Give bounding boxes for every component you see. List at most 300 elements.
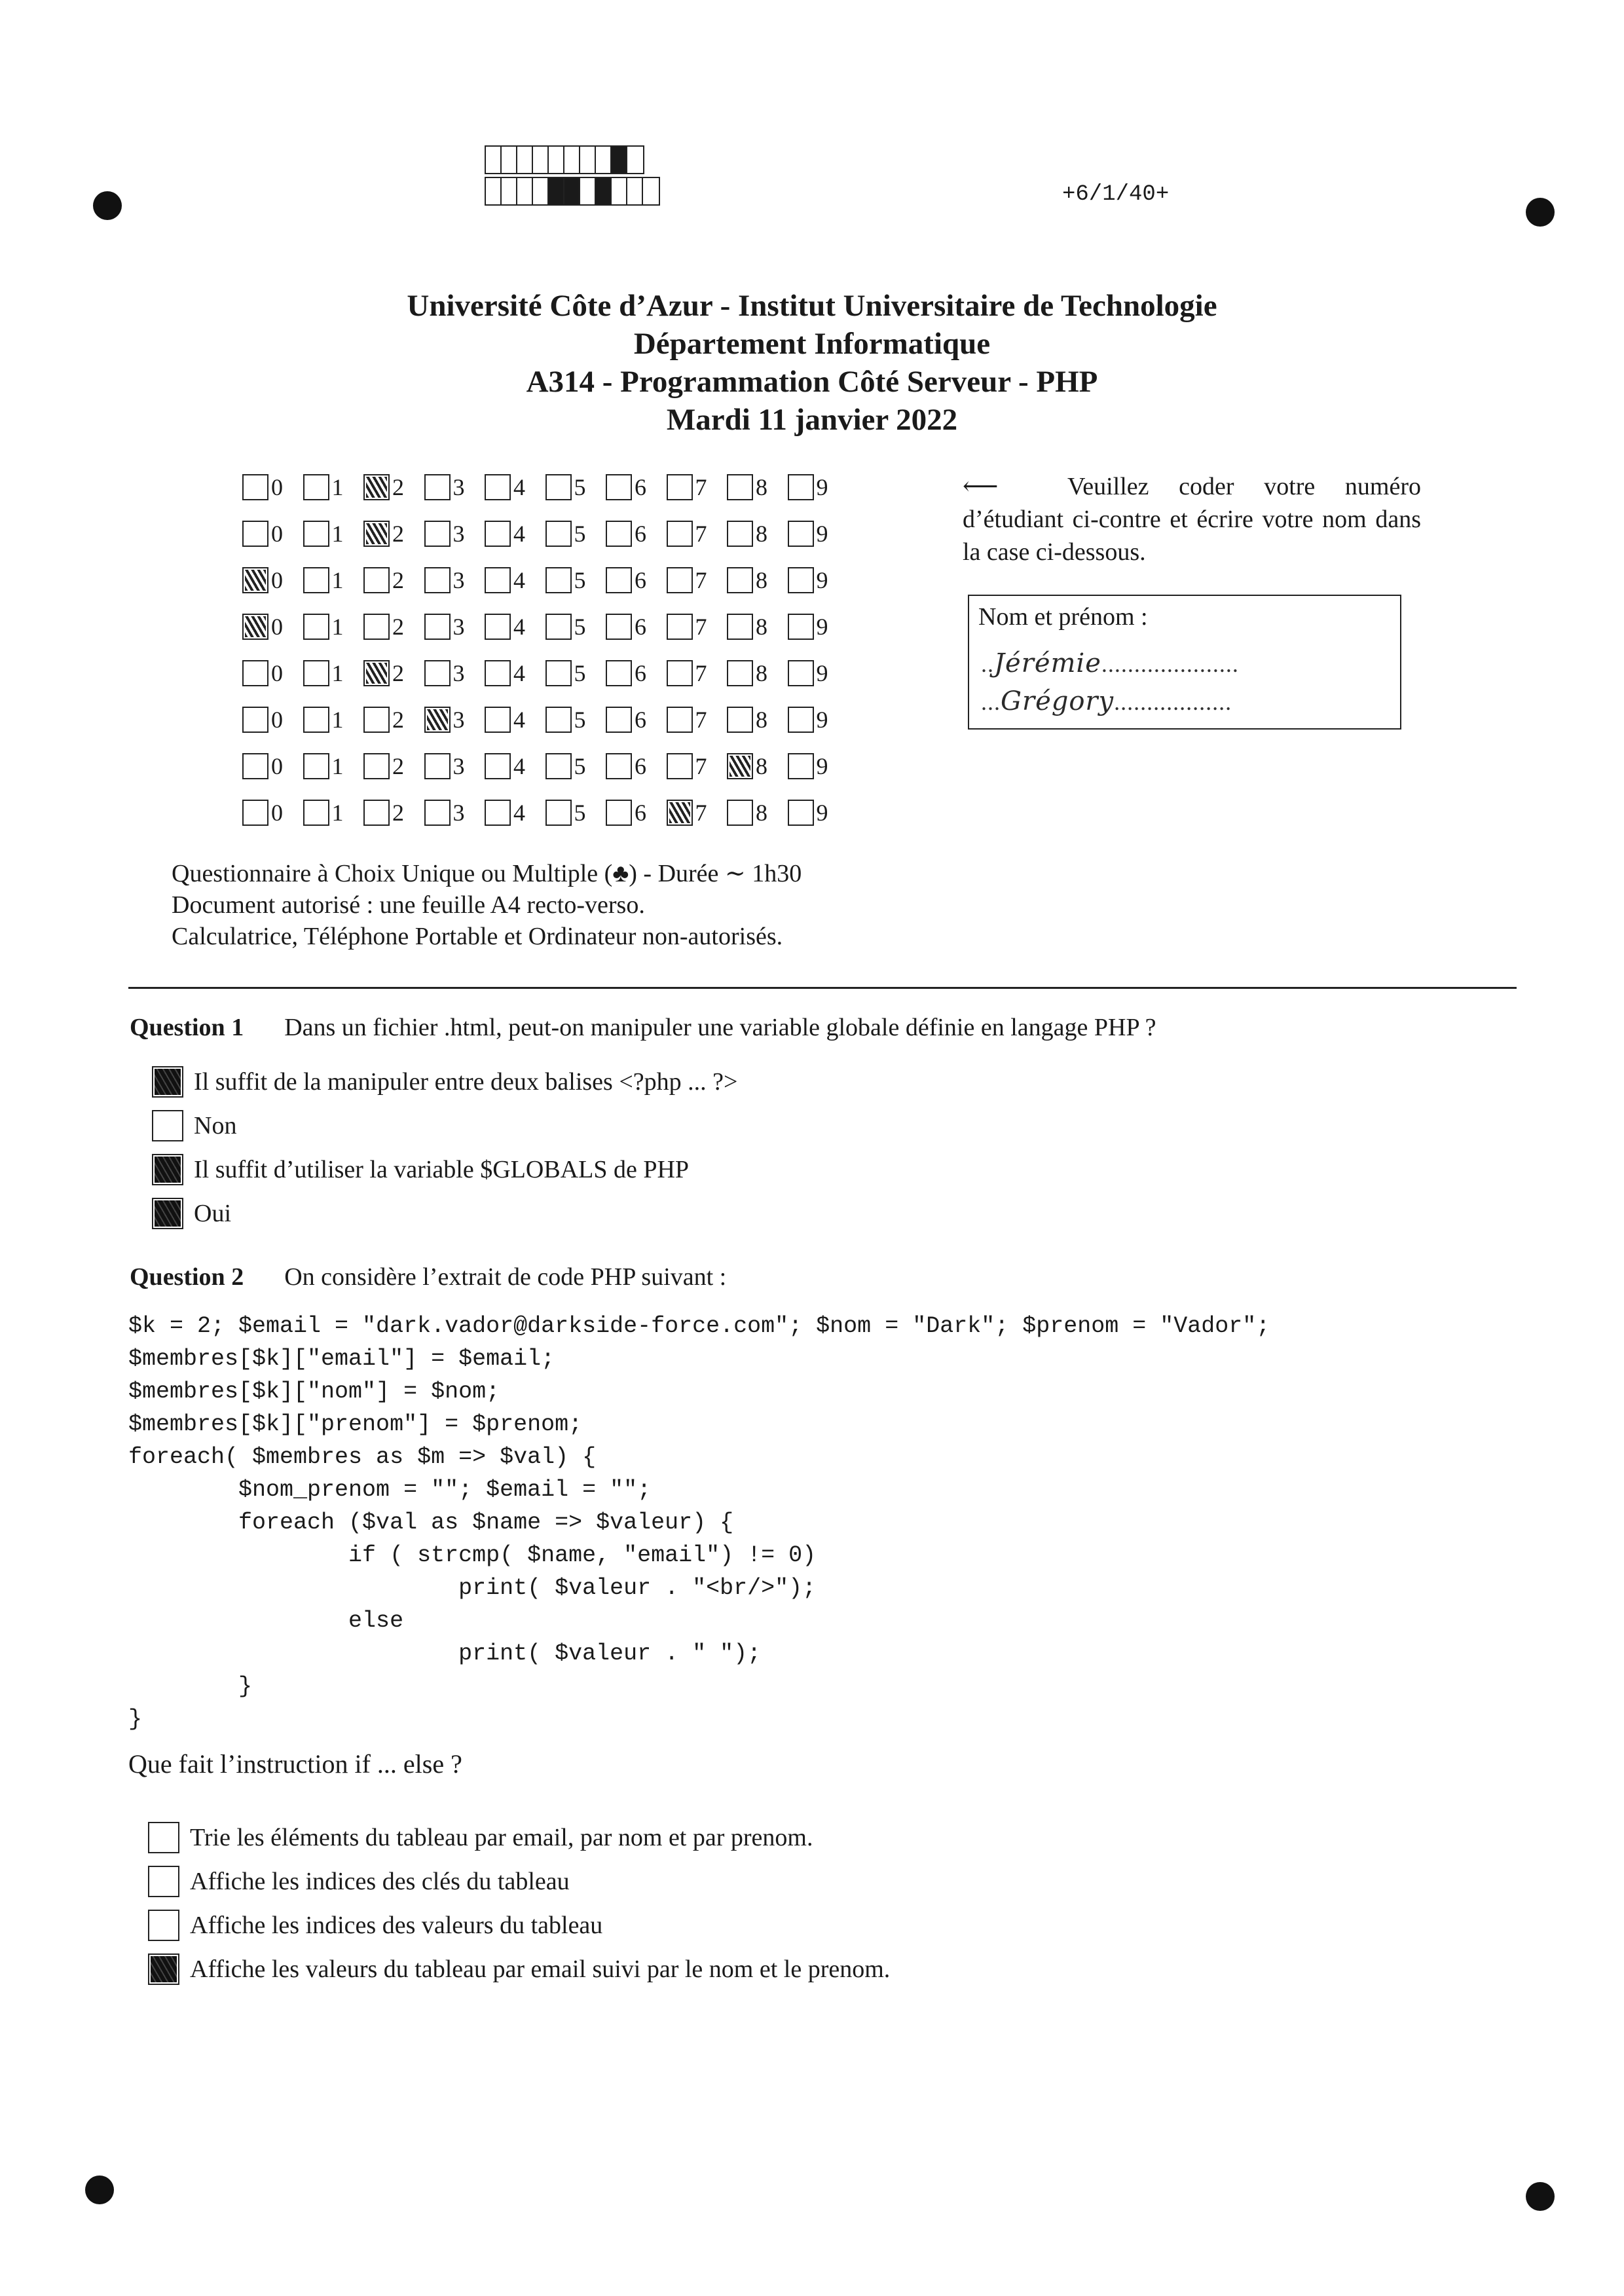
checkbox[interactable]: [667, 567, 693, 593]
student-id-row: [242, 464, 848, 510]
student-id-digit[interactable]: [727, 566, 788, 594]
barcode-cell-filled: [596, 178, 612, 204]
student-id-digit[interactable]: [242, 752, 303, 780]
checkbox[interactable]: [788, 474, 814, 500]
checkbox-marked[interactable]: [152, 1198, 183, 1229]
student-id-digit[interactable]: [303, 613, 364, 640]
digit-label: 1: [331, 799, 344, 826]
registration-dot-bottom-right: [1526, 2182, 1555, 2211]
student-id-digit[interactable]: [485, 659, 545, 687]
checkbox[interactable]: [606, 800, 632, 826]
checkbox[interactable]: [545, 660, 572, 686]
digit-label: 2: [392, 752, 404, 779]
digit-label: 6: [635, 566, 646, 593]
student-id-digit[interactable]: [363, 566, 424, 594]
digit-label: 7: [695, 613, 707, 640]
checkbox[interactable]: [152, 1110, 183, 1141]
student-id-digit[interactable]: [545, 566, 606, 594]
digit-label: 6: [635, 613, 646, 640]
digit-label: 0: [271, 520, 283, 547]
answer-option[interactable]: [148, 1953, 890, 1985]
checkbox[interactable]: [485, 521, 511, 547]
student-id-digit[interactable]: [788, 566, 849, 594]
digit-label: 5: [574, 706, 586, 733]
student-id-digit[interactable]: [606, 613, 667, 640]
checkbox[interactable]: [485, 614, 511, 640]
checkbox[interactable]: [545, 521, 572, 547]
checkbox[interactable]: [727, 707, 753, 733]
checkbox[interactable]: [727, 474, 753, 500]
digit-label: 2: [392, 706, 404, 733]
student-id-digit[interactable]: [242, 613, 303, 640]
digit-label: 0: [271, 566, 283, 593]
checkbox-marked[interactable]: [242, 614, 268, 640]
answer-option[interactable]: [152, 1198, 231, 1229]
name-box[interactable]: [968, 595, 1401, 730]
checkbox[interactable]: [545, 707, 572, 733]
student-id-digit[interactable]: [363, 659, 424, 687]
checkbox[interactable]: [424, 660, 451, 686]
checkbox[interactable]: [424, 614, 451, 640]
checkbox[interactable]: [727, 800, 753, 826]
digit-label: 9: [816, 473, 828, 500]
student-id-digit[interactable]: [303, 566, 364, 594]
digit-label: 6: [635, 520, 646, 547]
digit-label: 2: [392, 520, 404, 547]
checkbox[interactable]: [667, 707, 693, 733]
student-id-digit[interactable]: [545, 613, 606, 640]
student-id-digit[interactable]: [606, 799, 667, 826]
student-id-digit[interactable]: [606, 659, 667, 687]
digit-label: 1: [331, 706, 344, 733]
digit-label: 3: [452, 473, 465, 500]
digit-label: 0: [271, 613, 283, 640]
checkbox[interactable]: [242, 800, 268, 826]
checkbox[interactable]: [545, 800, 572, 826]
barcode-cell-filled: [612, 147, 627, 173]
digit-label: 4: [513, 706, 525, 733]
exam-date: Mardi 11 janvier 2022: [666, 403, 958, 437]
answer-option-text: Affiche les indices des valeurs du tableau: [190, 1912, 603, 1939]
digit-label: 7: [695, 473, 707, 500]
checkbox[interactable]: [667, 753, 693, 779]
digit-label: 0: [271, 659, 283, 686]
student-id-digit[interactable]: [363, 520, 424, 547]
digit-label: 4: [513, 566, 525, 593]
student-id-grid: [242, 464, 848, 836]
checkbox[interactable]: [545, 753, 572, 779]
checkbox[interactable]: [242, 521, 268, 547]
digit-label: 4: [513, 520, 525, 547]
checkbox-marked[interactable]: [363, 521, 390, 547]
student-id-digit[interactable]: [424, 752, 485, 780]
answer-option-text: Affiche les indices des clés du tableau: [190, 1868, 570, 1895]
checkbox[interactable]: [363, 567, 390, 593]
digit-label: 5: [574, 520, 586, 547]
digit-label: 5: [574, 613, 586, 640]
digit-label: 0: [271, 799, 283, 826]
digit-label: 2: [392, 566, 404, 593]
student-id-digit[interactable]: [788, 706, 849, 733]
question-1-text: Dans un fichier .html, peut-on manipuler une variable globale définie en langage PHP ?: [284, 1014, 1156, 1041]
student-id-digit[interactable]: [242, 566, 303, 594]
digit-label: 6: [635, 473, 646, 500]
checkbox-marked[interactable]: [152, 1066, 183, 1098]
answer-option-text: Non: [194, 1112, 237, 1139]
barcode-top: [485, 145, 644, 174]
digit-label: 3: [452, 706, 465, 733]
answer-option-text: Trie les éléments du tableau par email, par nom et par prenom.: [190, 1824, 813, 1851]
student-id-digit[interactable]: [485, 520, 545, 547]
answer-option[interactable]: [152, 1066, 737, 1098]
barcode-cell-filled: [564, 178, 580, 204]
checkbox[interactable]: [545, 614, 572, 640]
question-1-label: Question 1: [130, 1014, 244, 1041]
checkbox[interactable]: [606, 474, 632, 500]
student-id-digit[interactable]: [788, 520, 849, 547]
barcode-cell: [580, 147, 596, 173]
barcode-cell: [517, 147, 533, 173]
checkbox[interactable]: [667, 614, 693, 640]
checkbox[interactable]: [242, 474, 268, 500]
checkbox[interactable]: [424, 753, 451, 779]
checkbox-marked[interactable]: [363, 660, 390, 686]
checkbox[interactable]: [303, 567, 329, 593]
checkbox[interactable]: [303, 521, 329, 547]
digit-label: 0: [271, 473, 283, 500]
checkbox-marked[interactable]: [152, 1154, 183, 1185]
checkbox[interactable]: [788, 753, 814, 779]
name-line-2: ...Grégory..................: [981, 686, 1232, 716]
student-id-digit[interactable]: [545, 473, 606, 501]
student-id-digit[interactable]: [303, 520, 364, 547]
handwritten-first-name: Jérémie: [994, 648, 1101, 678]
student-id-digit[interactable]: [727, 520, 788, 547]
student-id-digit[interactable]: [424, 799, 485, 826]
checkbox[interactable]: [727, 567, 753, 593]
digit-label: 9: [816, 659, 828, 686]
digit-label: 8: [756, 566, 767, 593]
digit-label: 3: [452, 613, 465, 640]
digit-label: 1: [331, 520, 344, 547]
student-id-digit[interactable]: [485, 706, 545, 733]
department-title: Département Informatique: [633, 327, 991, 361]
digit-label: 3: [452, 520, 465, 547]
checkbox[interactable]: [485, 567, 511, 593]
name-label: Nom et prénom :: [978, 603, 1148, 631]
checkbox[interactable]: [667, 660, 693, 686]
answer-option[interactable]: [148, 1910, 602, 1941]
student-id-digit[interactable]: [667, 520, 728, 547]
student-id-digit[interactable]: [606, 706, 667, 733]
checkbox-marked[interactable]: [363, 474, 390, 500]
student-id-digit[interactable]: [545, 752, 606, 780]
digit-label: 4: [513, 473, 525, 500]
checkbox[interactable]: [485, 707, 511, 733]
checkbox[interactable]: [242, 753, 268, 779]
digit-label: 6: [635, 752, 646, 779]
digit-label: 4: [513, 799, 525, 826]
checkbox[interactable]: [788, 707, 814, 733]
checkbox-marked[interactable]: [727, 753, 753, 779]
digit-label: 5: [574, 799, 586, 826]
checkbox[interactable]: [242, 707, 268, 733]
checkbox-marked[interactable]: [242, 567, 268, 593]
checkbox[interactable]: [303, 800, 329, 826]
barcode-cell: [486, 178, 502, 204]
student-id-row: [242, 557, 848, 603]
student-id-digit[interactable]: [727, 613, 788, 640]
student-id-digit[interactable]: [303, 706, 364, 733]
barcode-cell: [564, 147, 580, 173]
exam-info: [172, 858, 802, 952]
student-id-row: [242, 743, 848, 789]
checkbox[interactable]: [303, 707, 329, 733]
digit-label: 1: [331, 473, 344, 500]
student-id-digit[interactable]: [424, 613, 485, 640]
digit-label: 8: [756, 659, 767, 686]
student-id-digit[interactable]: [606, 752, 667, 780]
student-id-digit[interactable]: [788, 473, 849, 501]
checkbox[interactable]: [788, 800, 814, 826]
barcode-cell: [627, 178, 643, 204]
digit-label: 6: [635, 659, 646, 686]
barcode-cell: [627, 147, 643, 173]
checkbox[interactable]: [303, 753, 329, 779]
student-id-digit[interactable]: [545, 659, 606, 687]
student-id-digit[interactable]: [485, 473, 545, 501]
student-id-digit[interactable]: [667, 799, 728, 826]
student-id-digit[interactable]: [424, 473, 485, 501]
answer-option[interactable]: [152, 1110, 236, 1141]
student-id-row: [242, 696, 848, 743]
checkbox[interactable]: [606, 660, 632, 686]
checkbox[interactable]: [363, 800, 390, 826]
student-id-digit[interactable]: [424, 659, 485, 687]
student-id-digit[interactable]: [545, 520, 606, 547]
checkbox[interactable]: [788, 521, 814, 547]
digit-label: 9: [816, 799, 828, 826]
checkbox[interactable]: [485, 753, 511, 779]
student-id-digit[interactable]: [545, 799, 606, 826]
answer-option-text: Affiche les valeurs du tableau par email suivi par le nom et le prenom.: [190, 1955, 891, 1983]
registration-dot-bottom-left: [85, 2176, 114, 2204]
student-id-digit[interactable]: [424, 706, 485, 733]
student-id-digit[interactable]: [667, 613, 728, 640]
sheet-reference: +6/1/40+: [1062, 182, 1170, 207]
digit-label: 5: [574, 566, 586, 593]
student-id-digit[interactable]: [788, 613, 849, 640]
barcode-cell: [643, 178, 659, 204]
checkbox[interactable]: [485, 660, 511, 686]
checkbox[interactable]: [545, 567, 572, 593]
student-id-digit[interactable]: [606, 566, 667, 594]
barcode-cell: [517, 178, 533, 204]
digit-label: 4: [513, 659, 525, 686]
barcode-cell: [533, 178, 549, 204]
digit-label: 0: [271, 752, 283, 779]
checkbox-marked[interactable]: [667, 800, 693, 826]
digit-label: 1: [331, 659, 344, 686]
student-id-digit[interactable]: [667, 659, 728, 687]
checkbox[interactable]: [788, 614, 814, 640]
student-id-row: [242, 510, 848, 557]
digit-label: 3: [452, 799, 465, 826]
digit-label: 6: [635, 799, 646, 826]
student-id-digit[interactable]: [242, 520, 303, 547]
barcode-bottom: [485, 177, 660, 206]
checkbox[interactable]: [606, 567, 632, 593]
answer-option-text: Oui: [194, 1200, 231, 1227]
checkbox[interactable]: [667, 521, 693, 547]
checkbox[interactable]: [545, 474, 572, 500]
student-id-digit[interactable]: [545, 706, 606, 733]
student-id-digit[interactable]: [667, 473, 728, 501]
university-title: Université Côte d’Azur - Institut Universitaire de Technologie: [407, 289, 1217, 323]
digit-label: 3: [452, 752, 465, 779]
question-2-text: On considère l’extrait de code PHP suivant :: [284, 1263, 727, 1291]
barcode-cell: [596, 147, 612, 173]
checkbox[interactable]: [606, 614, 632, 640]
digit-label: 8: [756, 752, 767, 779]
php-code-snippet: $k = 2; $email = "dark.vador@darkside-force.com"; $nom = "Dark"; $prenom = "Vador"; $membres[$k]["email"] = $email; $membres[$k]["nom"] = $nom; $membres[$k]["prenom"] = $prenom; foreach( $membres as $m => $val) { $nom_prenom = ""; $email = ""; foreach ($val as $name => $valeur) { if ( strcmp( $name, "email") != 0) print( $valeur . "<br/>"); else print( $valeur . " "); } }: [128, 1313, 1270, 1732]
allowed-documents: Document autorisé : une feuille A4 recto-verso.: [172, 891, 645, 919]
answer-option-text: Il suffit de la manipuler entre deux balises <?php ... ?>: [194, 1068, 738, 1096]
checkbox[interactable]: [606, 753, 632, 779]
digit-label: 1: [331, 752, 344, 779]
digit-label: 5: [574, 752, 586, 779]
student-id-digit[interactable]: [303, 659, 364, 687]
checkbox[interactable]: [148, 1866, 179, 1897]
student-id-digit[interactable]: [303, 799, 364, 826]
checkbox[interactable]: [788, 660, 814, 686]
id-instructions: [963, 470, 1421, 568]
answer-option[interactable]: [152, 1154, 689, 1185]
student-id-digit[interactable]: [485, 799, 545, 826]
student-id-digit[interactable]: [485, 613, 545, 640]
exam-format: Questionnaire à Choix Unique ou Multiple (♣) - Durée ∼ 1h30: [172, 860, 802, 887]
student-id-digit[interactable]: [363, 799, 424, 826]
digit-label: 3: [452, 659, 465, 686]
registration-dot-top-left: [93, 191, 122, 220]
checkbox[interactable]: [363, 753, 390, 779]
left-arrow-icon: ⟵: [963, 473, 999, 500]
checkbox[interactable]: [606, 521, 632, 547]
student-id-digit[interactable]: [242, 799, 303, 826]
digit-label: 5: [574, 473, 586, 500]
student-id-digit[interactable]: [727, 659, 788, 687]
checkbox[interactable]: [727, 521, 753, 547]
student-id-digit[interactable]: [424, 566, 485, 594]
student-id-digit[interactable]: [727, 473, 788, 501]
digit-label: 1: [331, 613, 344, 640]
student-id-digit[interactable]: [363, 752, 424, 780]
checkbox[interactable]: [788, 567, 814, 593]
digit-label: 1: [331, 566, 344, 593]
digit-label: 2: [392, 473, 404, 500]
answer-option[interactable]: [148, 1822, 813, 1853]
digit-label: 8: [756, 706, 767, 733]
student-id-digit[interactable]: [606, 473, 667, 501]
checkbox[interactable]: [606, 707, 632, 733]
student-id-digit[interactable]: [242, 659, 303, 687]
checkbox[interactable]: [485, 474, 511, 500]
student-id-digit[interactable]: [727, 752, 788, 780]
checkbox[interactable]: [148, 1822, 179, 1853]
checkbox[interactable]: [667, 474, 693, 500]
checkbox[interactable]: [303, 474, 329, 500]
digit-label: 8: [756, 520, 767, 547]
checkbox[interactable]: [727, 660, 753, 686]
student-id-digit[interactable]: [424, 520, 485, 547]
student-id-row: [242, 650, 848, 696]
student-id-digit[interactable]: [242, 706, 303, 733]
digit-label: 9: [816, 752, 828, 779]
student-id-digit[interactable]: [485, 752, 545, 780]
digit-label: 9: [816, 706, 828, 733]
checkbox[interactable]: [424, 521, 451, 547]
checkbox[interactable]: [424, 800, 451, 826]
exam-titles: [0, 287, 1624, 439]
question-2-label: Question 2: [130, 1263, 244, 1291]
student-id-digit[interactable]: [303, 752, 364, 780]
checkbox-marked[interactable]: [148, 1953, 179, 1985]
digit-label: 2: [392, 799, 404, 826]
digit-label: 7: [695, 706, 707, 733]
student-id-digit[interactable]: [363, 706, 424, 733]
student-id-row: [242, 789, 848, 836]
checkbox[interactable]: [242, 660, 268, 686]
course-title: A314 - Programmation Côté Serveur - PHP: [526, 365, 1098, 399]
checkbox[interactable]: [303, 614, 329, 640]
student-id-digit[interactable]: [363, 473, 424, 501]
answer-option[interactable]: [148, 1866, 570, 1897]
checkbox[interactable]: [727, 614, 753, 640]
digit-label: 8: [756, 473, 767, 500]
checkbox[interactable]: [148, 1910, 179, 1941]
student-id-digit[interactable]: [485, 566, 545, 594]
checkbox[interactable]: [485, 800, 511, 826]
checkbox[interactable]: [424, 474, 451, 500]
forbidden-devices: Calculatrice, Téléphone Portable et Ordinateur non-autorisés.: [172, 923, 783, 950]
student-id-digit[interactable]: [727, 706, 788, 733]
student-id-digit[interactable]: [788, 799, 849, 826]
student-id-digit[interactable]: [667, 566, 728, 594]
student-id-digit[interactable]: [667, 706, 728, 733]
student-id-digit[interactable]: [667, 752, 728, 780]
barcode-cell: [486, 147, 502, 173]
digit-label: 8: [756, 799, 767, 826]
student-id-digit[interactable]: [303, 473, 364, 501]
checkbox[interactable]: [363, 707, 390, 733]
student-id-digit[interactable]: [606, 520, 667, 547]
student-id-digit[interactable]: [788, 659, 849, 687]
registration-dot-top-right: [1526, 198, 1555, 227]
checkbox[interactable]: [303, 660, 329, 686]
barcode-cell: [549, 147, 564, 173]
digit-label: 9: [816, 566, 828, 593]
student-id-digit[interactable]: [727, 799, 788, 826]
student-id-digit[interactable]: [363, 613, 424, 640]
barcode-cell: [580, 178, 596, 204]
checkbox[interactable]: [363, 614, 390, 640]
checkbox[interactable]: [424, 567, 451, 593]
digit-label: 4: [513, 752, 525, 779]
digit-label: 7: [695, 520, 707, 547]
student-id-digit[interactable]: [788, 752, 849, 780]
checkbox-marked[interactable]: [424, 707, 451, 733]
student-id-digit[interactable]: [242, 473, 303, 501]
